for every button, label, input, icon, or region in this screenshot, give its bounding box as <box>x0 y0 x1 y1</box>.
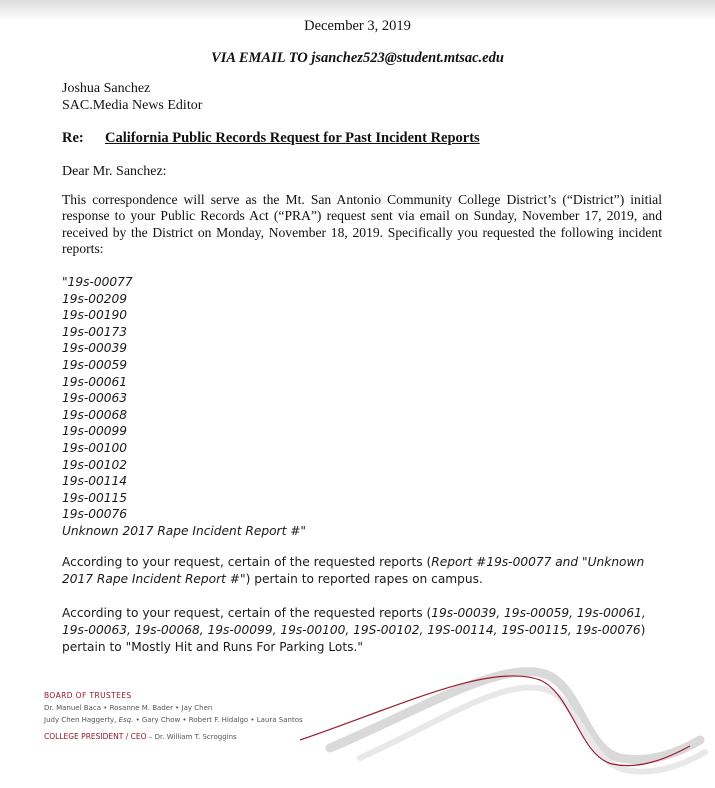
paragraph-text: ) pertain to "Mostly Hit and Runs For Parking Lots." <box>62 623 646 654</box>
report-number-item: 19s-00114 <box>62 474 128 489</box>
trustee-name: Judy Chen Haggerty, <box>44 716 117 724</box>
report-number-item: 19s-00100 <box>62 440 128 455</box>
president-name: – Dr. William T. Scroggins <box>148 733 237 741</box>
report-number-item: 19s-00039 <box>62 341 128 356</box>
report-number-item: 19s-00102 <box>62 457 128 472</box>
paragraph-text: ) pertain to reported rapes on campus. <box>245 572 483 586</box>
subject-text: California Public Records Request for Past Incident Reports <box>105 130 480 146</box>
board-title: BOARD OF TRUSTEES <box>44 691 132 700</box>
president-label: COLLEGE PRESIDENT / CEO <box>44 732 147 741</box>
page-top-shadow <box>0 0 715 20</box>
report-number-item: 19s-00063 <box>62 391 128 406</box>
paragraph-emphasis: Report #19s-00077 and "Unknown 2017 Rape Incident Report #" <box>62 555 645 586</box>
via-email-line: VIA EMAIL TO jsanchez523@student.mtsac.edu <box>211 50 504 66</box>
requested-reports-list <box>62 274 306 540</box>
paragraph-text: According to your request, certain of the requested reports ( <box>62 606 432 620</box>
recipient-block <box>62 80 202 114</box>
paragraph-text: According to your request, certain of the requested reports ( <box>62 555 432 569</box>
trustees-line-2 <box>44 714 303 726</box>
report-number-item: 19s-00190 <box>62 308 128 323</box>
trustees-line-1: Dr. Manuel Baca • Rosanne M. Bader • Jay Chen <box>44 704 213 712</box>
report-number-item: 19s-00059 <box>62 357 128 372</box>
report-number-item: Unknown 2017 Rape Incident Report #" <box>62 523 307 538</box>
report-number-item: "19s-00077 <box>62 275 133 289</box>
report-number-item: 19s-00068 <box>62 407 128 422</box>
recipient-title: SAC.Media News Editor <box>62 98 203 113</box>
report-number-item: 19s-00173 <box>62 324 128 339</box>
intro-paragraph: This correspondence will serve as the Mt. San Antonio Community College District’s (“District”) initial response to your Public Records Act (“PRA”) request sent via email on Sunday, November 17, 2019, and received by the District on Monday, November 18, 2019. Specifically you requested the following incident reports: <box>62 192 662 257</box>
letterhead-footer <box>44 690 303 744</box>
salutation: Dear Mr. Sanchez: <box>62 164 167 179</box>
paragraph-emphasis: 19s-00039, 19s-00059, 19s-00061, 19s-00063, 19s-00068, 19s-00099, 19s-00100, 19S-00102, 19S-00114, 19S-00115, 19s-00076 <box>62 606 646 637</box>
trustee-names-rest: • Gary Chow • Robert F. Hidalgo • Laura Santos <box>135 716 303 724</box>
report-number-item: 19s-00099 <box>62 424 128 439</box>
report-number-item: 19s-00115 <box>62 490 128 505</box>
rape-reports-paragraph <box>62 554 662 588</box>
president-line <box>44 730 303 744</box>
letter-date: December 3, 2019 <box>304 18 411 34</box>
report-number-item: 19s-00076 <box>62 507 128 522</box>
subject-label: Re: <box>62 130 84 146</box>
report-number-item: 19s-00209 <box>62 291 128 306</box>
report-number-item: 19s-00061 <box>62 374 128 389</box>
trustee-esq: Esq. <box>118 716 134 724</box>
recipient-name: Joshua Sanchez <box>62 81 151 96</box>
subject-line <box>62 130 480 147</box>
